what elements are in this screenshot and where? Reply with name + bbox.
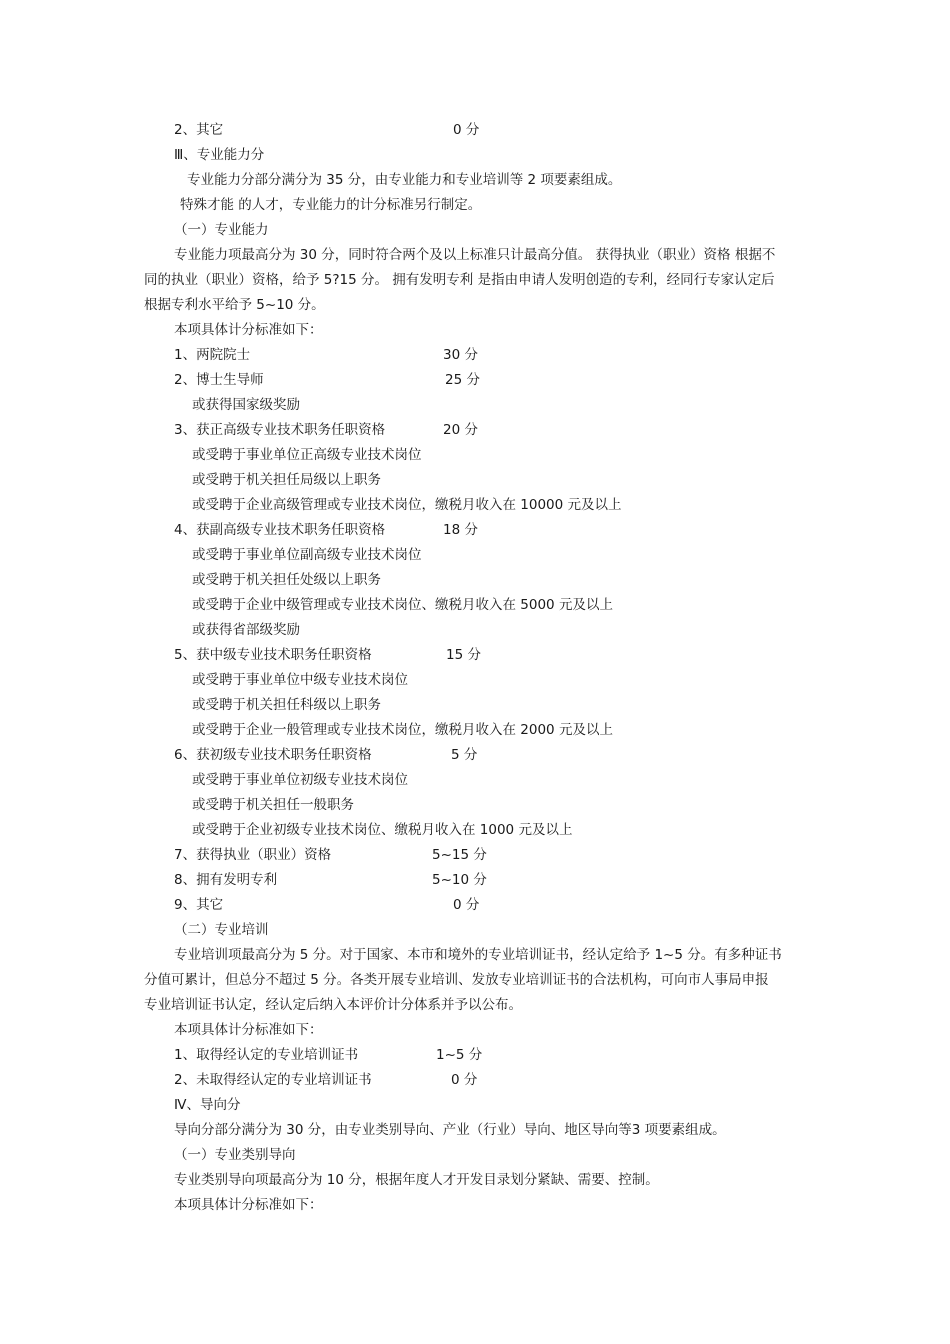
- score-junior-title: 5 分: [451, 747, 478, 763]
- item-practice-qualification: 7、获得执业（职业）资格: [174, 847, 332, 863]
- paragraph-special-talent: 特殊才能 的人才，专业能力的计分标准另行制定。: [180, 197, 482, 213]
- paragraph-ability-line-3: 根据专利水平给予 5~10 分。: [144, 297, 325, 313]
- scoring-intro-2: 本项具体计分标准如下：: [174, 1022, 323, 1038]
- item-junior-title: 6、获初级专业技术职务任职资格: [174, 747, 372, 763]
- item-doctoral-alt: 或获得国家级奖励: [192, 397, 300, 413]
- item-certified-training: 1、取得经认定的专业培训证书: [174, 1047, 359, 1063]
- item-intermediate-alt-3: 或受聘于企业一般管理或专业技术岗位，缴税月收入在 2000 元及以上: [192, 722, 613, 738]
- item-other-1: 2、其它: [174, 122, 224, 138]
- score-uncertified-training: 0 分: [451, 1072, 478, 1088]
- section-heading-orientation: Ⅳ、导向分: [174, 1097, 241, 1113]
- subheading-category-orientation: （一）专业类别导向: [174, 1147, 296, 1163]
- paragraph-training-line-2: 分值可累计，但总分不超过 5 分。各类开展专业培训、发放专业培训证书的合法机构，可向市人事局申报: [144, 972, 769, 988]
- item-intermediate-alt-2: 或受聘于机关担任科级以上职务: [192, 697, 381, 713]
- score-practice-qualification: 5~15 分: [432, 847, 487, 863]
- item-senior-alt-2: 或受聘于机关担任局级以上职务: [192, 472, 381, 488]
- item-senior-alt-3: 或受聘于企业高级管理或专业技术岗位，缴税月收入在 10000 元及以上: [192, 497, 622, 513]
- item-intermediate-title: 5、获中级专业技术职务任职资格: [174, 647, 372, 663]
- paragraph-ability-summary: 专业能力分部分满分为 35 分，由专业能力和专业培训等 2 项要素组成。: [187, 172, 622, 188]
- paragraph-ability-line-1: 专业能力项最高分为 30 分，同时符合两个及以上标准只计最高分值。 获得执业（职业）资格 根据不: [174, 247, 776, 263]
- subheading-professional-training: （二）专业培训: [174, 922, 269, 938]
- paragraph-orientation-summary: 导向分部分满分为 30 分，由专业类别导向、产业（行业）导向、地区导向等3 项要素组成。: [174, 1122, 726, 1138]
- score-doctoral-supervisor: 25 分: [445, 372, 480, 388]
- item-senior-title: 3、获正高级专业技术职务任职资格: [174, 422, 386, 438]
- score-intermediate-title: 15 分: [446, 647, 481, 663]
- subheading-professional-ability: （一）专业能力: [174, 222, 269, 238]
- item-invention-patent: 8、拥有发明专利: [174, 872, 278, 888]
- item-academician: 1、两院院士: [174, 347, 251, 363]
- scoring-intro-1: 本项具体计分标准如下：: [174, 322, 323, 338]
- item-uncertified-training: 2、未取得经认定的专业培训证书: [174, 1072, 372, 1088]
- item-junior-alt-2: 或受聘于机关担任一般职务: [192, 797, 354, 813]
- item-associate-alt-2: 或受聘于机关担任处级以上职务: [192, 572, 381, 588]
- score-senior-title: 20 分: [443, 422, 478, 438]
- score-invention-patent: 5~10 分: [432, 872, 487, 888]
- paragraph-ability-line-2: 同的执业（职业）资格，给予 5?15 分。 拥有发明专利 是指由申请人发明创造的专利，经同行专家认定后: [144, 272, 775, 288]
- score-associate-senior-title: 18 分: [443, 522, 478, 538]
- item-junior-alt-1: 或受聘于事业单位初级专业技术岗位: [192, 772, 408, 788]
- item-doctoral-supervisor: 2、博士生导师: [174, 372, 264, 388]
- item-other-2: 9、其它: [174, 897, 224, 913]
- score-other-1: 0 分: [453, 122, 480, 138]
- item-associate-alt-4: 或获得省部级奖励: [192, 622, 300, 638]
- item-associate-alt-3: 或受聘于企业中级管理或专业技术岗位、缴税月收入在 5000 元及以上: [192, 597, 613, 613]
- paragraph-category-orientation: 专业类别导向项最高分为 10 分，根据年度人才开发目录划分紧缺、需要、控制。: [174, 1172, 659, 1188]
- item-associate-senior-title: 4、获副高级专业技术职务任职资格: [174, 522, 386, 538]
- item-intermediate-alt-1: 或受聘于事业单位中级专业技术岗位: [192, 672, 408, 688]
- paragraph-training-line-1: 专业培训项最高分为 5 分。对于国家、本市和境外的专业培训证书，经认定给予 1~5 分。有多种证书: [174, 947, 782, 963]
- scoring-intro-3: 本项具体计分标准如下：: [174, 1197, 323, 1213]
- section-heading-professional-ability: Ⅲ、专业能力分: [174, 147, 265, 163]
- item-senior-alt-1: 或受聘于事业单位正高级专业技术岗位: [192, 447, 422, 463]
- score-academician: 30 分: [443, 347, 478, 363]
- score-other-2: 0 分: [453, 897, 480, 913]
- item-junior-alt-3: 或受聘于企业初级专业技术岗位、缴税月收入在 1000 元及以上: [192, 822, 573, 838]
- item-associate-alt-1: 或受聘于事业单位副高级专业技术岗位: [192, 547, 422, 563]
- paragraph-training-line-3: 专业培训证书认定，经认定后纳入本评价计分体系并予以公布。: [144, 997, 522, 1013]
- score-certified-training: 1~5 分: [436, 1047, 483, 1063]
